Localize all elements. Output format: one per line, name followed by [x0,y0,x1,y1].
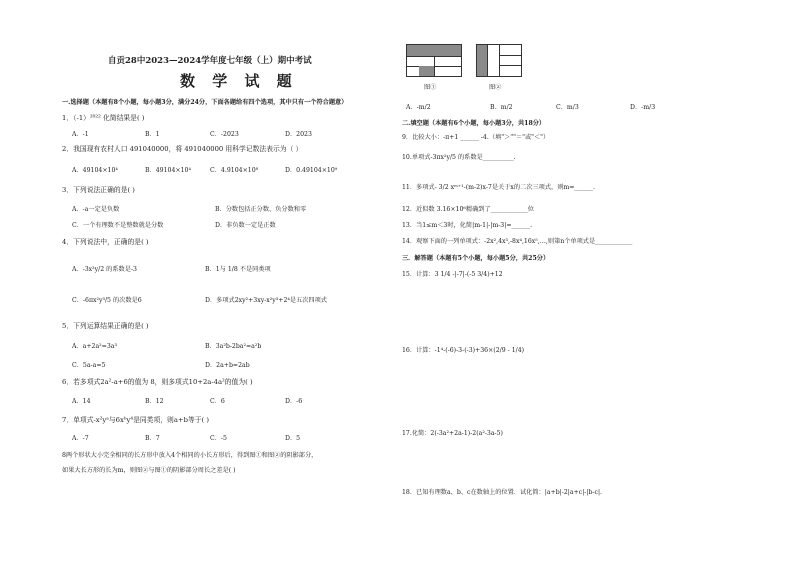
q6-stem: 6．若多项式2a²-a+6的值为 8，则多项式10+2a-4a²的值为( ) [62,378,253,386]
subject-title: 数 学 试 题 [180,72,298,90]
q5-stem: 5．下列运算结果正确的是( ) [62,322,149,330]
section1-heading: 一.选择题（本题有8个小题，每小题3分，满分24分，下面各题给有四个选项，其中只有一个符合题意） [62,99,348,106]
q4-option-b: B．1与 1/8 不是同类项 [205,266,271,273]
q7-option-b: B．7 [145,435,160,442]
q11: 11．多项式- 3/2 xᵐ⁺¹-(m-2)x-7是关于x的二次三项式，则m=______. [402,184,595,191]
figure-2 [476,44,522,77]
q7-option-d: D．5 [285,435,301,442]
q6-option-c: C．6 [210,398,225,405]
section3-heading: 三．解答题（本题有5个小题，每小题5分，共25分） [402,255,550,262]
q2-stem: 2．我国现有农村人口 491040000，将 491040000 用科学记数法表示为（ ） [62,145,303,153]
q4-option-a: A．-3x²y/2 的系数是-3 [72,266,137,273]
q3-option-b: B．分数包括正分数、负分数和零 [215,206,307,213]
q13: 13．当1≤m＜3时，化简|m-1|-|m-3|=______. [402,222,533,229]
q18: 18．已知有理数a、b、c在数轴上的位置．试化简：|a+b|-2|a+c|-|b-c|. [402,489,603,496]
figure-1 [406,44,462,77]
q7-stem: 7．单项式-x²yᵃ与6xᵇy⁴是同类项，则a+b等于( ) [62,416,210,424]
figure-2-label: 图② [489,84,502,91]
q8-line2: 如果大长方形的长为m，则图②与图①的阴影部分周长之差是( ) [62,467,236,474]
q8-line1: 8两个形状大小完全相同的长方形中放入4个相同的小长方形后，得到图①和图②的阴影部分， [62,452,318,459]
q7-option-a: A．-7 [72,435,89,442]
q3-stem: 3．下列说法正确的是( ) [62,186,135,194]
q2-option-a: A．49104×10⁴ [72,167,118,174]
section2-heading: 二.填空题（本题有6个小题，每小题3分，共18分） [402,120,546,127]
q1-stem: 1．（-1）²⁰²² 化简结果是( ) [62,114,145,122]
q5-option-a: A．a+2a²=3a³ [72,343,117,350]
q17: 17.化简：2(-3a²+2a-1)-2(a²-3a-5) [402,430,503,437]
q8-option-a: A．-m/2 [406,104,431,111]
q6-option-a: A．14 [72,398,91,405]
q2-option-d: D．0.49104×10⁹ [285,167,338,174]
q1-option-b: B．1 [145,131,160,138]
q5-option-b: B．3a²b-2ba²=a²b [205,343,262,350]
q7-option-c: C．-5 [210,435,227,442]
q5-option-c: C．5a-a=5 [72,362,106,369]
q3-option-c: C．一个有理数不是整数就是分数 [72,222,164,229]
q4-option-c: C．-6πx²y³/5 的次数是6 [72,297,142,304]
q10: 10.单项式-3πx²y/5 的系数是__________. [402,154,516,161]
q6-option-b: B．12 [145,398,164,405]
q6-option-d: D．-6 [285,398,303,405]
q2-option-b: B．49104×10⁴ [145,167,191,174]
q4-option-d: D．多项式2xy²+3xy-x²y³+2⁴是五次四项式 [205,297,327,304]
q15: 15．计算：3 1/4 -|-7|-(-5 3/4)+12 [402,271,503,278]
q16: 16．计算：-1⁴-(-6)-3-(-3)+36×(2/9 - 1/4) [402,347,525,354]
q2-option-c: C．4.9104×10⁸ [210,167,259,174]
q5-option-d: D．2a+b=2ab [205,362,250,369]
q8-option-d: D．-m/3 [630,104,656,111]
q14: 14．观察下面的一列单项式：-2x²,4x³,-8x⁴,16x⁵,…,则第n个单项式是____________ [402,238,633,245]
figure-1-label: 图① [424,84,437,91]
q1-option-c: C．-2023 [210,131,239,138]
exam-title: 自贡28中2023—2024学年度七年级（上）期中考试 [108,56,312,66]
q4-stem: 4．下列说法中，正确的是( ) [62,238,149,246]
q12: 12．近似数 3.16×10⁶精确到了____________位 [402,206,534,213]
q3-option-d: D．非负数一定是正数 [215,222,276,229]
q3-option-a: A．-a一定是负数 [72,206,120,213]
q9: 9．比较大小：-π+1 ______ -4.（填"＞""＝"或"＜"） [402,134,550,141]
q1-option-a: A．-1 [72,131,89,138]
q8-option-c: C．m/3 [556,104,579,111]
q8-option-b: B．m/2 [490,104,513,111]
q1-option-d: D．2023 [285,131,312,138]
